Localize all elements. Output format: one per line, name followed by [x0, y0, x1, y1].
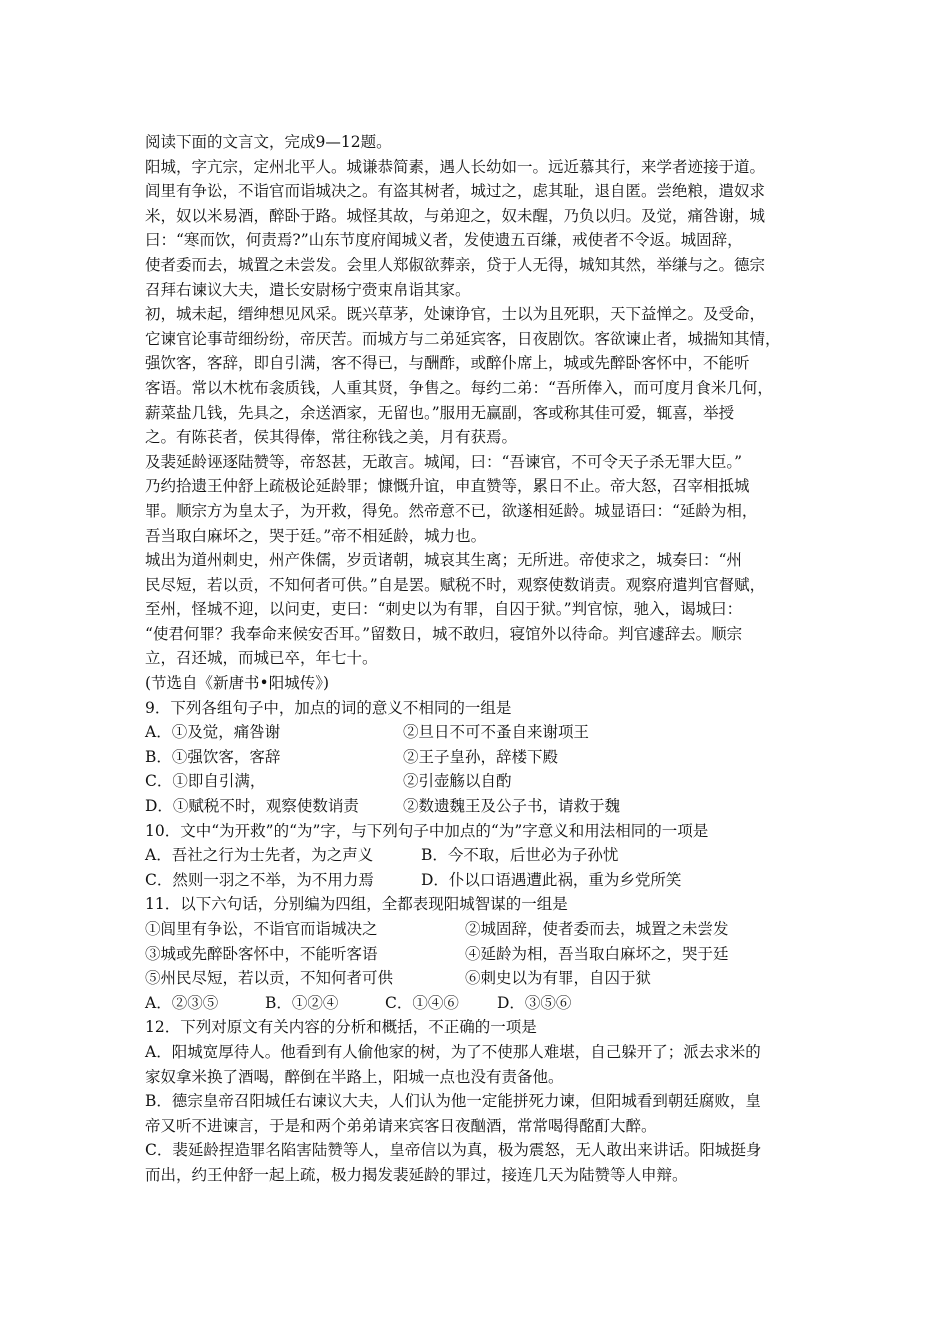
- option-row: [145, 917, 825, 942]
- option-row: [145, 720, 825, 745]
- option-line: B．德宗皇帝召阳城任右谏议大夫，人们认为他一定能拼死力谏，但阳城看到朝廷腐败，皇: [145, 1092, 761, 1111]
- option-b-text: ⑥刺史以为有罪，自囚于狱: [465, 969, 652, 988]
- option-b-text: D．仆以口语遇遭此祸，重为乡党所笑: [421, 870, 682, 889]
- answer-choice: B．①②④: [265, 993, 339, 1012]
- passage-line: 乃约拾遗王仲舒上疏极论延龄罪；慷慨升谊，申直赞等，累日不止。帝大怒，召宰相抵城: [145, 477, 750, 496]
- question-11: [145, 892, 825, 1015]
- passage-line: 罪。顺宗方为皇太子，为开救，得免。然帝意不已，欲遂相延龄。城显语曰：“延龄为相，: [145, 501, 758, 520]
- option-a-text: D．①赋税不时，观察使数诮责: [145, 797, 359, 816]
- passage-line: 立，召还城，而城已卒，年七十。: [145, 649, 378, 668]
- passage-line: 米，奴以米易酒，醉卧于路。城怪其故，与弟迎之，奴未醒，乃负以归。及觉，痛咎谢，城: [145, 206, 766, 225]
- passage-line: 初，城未起，缙绅想见风采。既兴草茅，处谏诤官，士以为且死职，天下益惮之。及受命，: [145, 305, 766, 324]
- option-b-text: ②城固辞，使者委而去，城置之未尝发: [465, 920, 729, 938]
- option-a-text: ⑤州民尽短，若以贡，不知何者可供: [145, 969, 394, 988]
- option-line: C．裴延龄捏造罪名陷害陆赞等人，皇帝信以为真，极为震怒，无人敢出来讲话。阳城挺身: [145, 1141, 762, 1160]
- question-10: [145, 819, 825, 893]
- classical-passage: [145, 155, 825, 696]
- option-a-text: ①闾里有争讼，不诣官而诣城决之: [145, 920, 378, 938]
- option-line: A．阳城宽厚待人。他看到有人偷他家的树，为了不使那人难堪，自己躲开了；派去求米的: [145, 1042, 761, 1061]
- question-stem: 11．以下六句话，分别编为四组，全都表现阳城智谋的一组是: [145, 895, 568, 914]
- option-b-text: ②数遗魏王及公子书，请救于魏: [403, 797, 621, 816]
- passage-line: 使者委而去，城置之未尝发。会里人郑俶欲葬亲，贷于人无得，城知其然，举缣与之。德宗: [145, 255, 766, 274]
- question-12: [145, 1015, 825, 1187]
- section-instruction: 阅读下面的文言文，完成9—12题。: [145, 133, 392, 151]
- passage-line: 阳城，字亢宗，定州北平人。城谦恭简素，遇人长幼如一。远近慕其行，来学者迹接于道。: [145, 157, 766, 176]
- option-b-text: B．今不取，后世必为子孙忧: [421, 846, 619, 865]
- option-row: [145, 745, 825, 770]
- option-a-text: ③城或先醉卧客怀中，不能听客语: [145, 944, 378, 963]
- option-row: [145, 843, 825, 868]
- passage-line: 城出为道州刺史，州产侏儒，岁贡诸朝，城哀其生离；无所进。帝使求之，城奏曰：“州: [145, 551, 742, 570]
- option-row: [145, 769, 825, 794]
- passage-line: 薪菜盐几钱，先具之，余送酒家，无留也。”服用无赢副，客或称其佳可爱，辄喜，举授: [145, 403, 735, 422]
- reading-section: [145, 130, 825, 1188]
- option-line: 家奴拿米换了酒喝，醉倒在半路上，阳城一点也没有责备他。: [145, 1067, 564, 1086]
- option-a-text: C．然则一羽之不举，为不用力焉: [145, 870, 374, 889]
- passage-line: 闾里有争讼，不诣官而诣城决之。有盗其树者，城过之，虑其耻，退自匿。尝绝粮，遣奴求: [145, 182, 766, 201]
- option-row: [145, 966, 825, 991]
- answer-choice: D．③⑤⑥: [497, 993, 572, 1012]
- option-a-text: A．吾社之行为士先者，为之声义: [145, 846, 374, 865]
- option-a-text: B．①强饮客，客辞: [145, 747, 281, 766]
- passage-line: 曰：“寒而饮，何责焉?”山东节度府闻城义者，发使遗五百缣，戒使者不令返。城固辞，: [145, 231, 743, 250]
- passage-line: 召拜右谏议大夫，遣长安尉杨宁赍束帛诣其家。: [145, 280, 471, 299]
- question-stem: 12．下列对原文有关内容的分析和概括，不正确的一项是: [145, 1018, 537, 1037]
- passage-line: 之。有陈苌者，侯其得俸，常往称钱之美，月有获焉。: [145, 428, 518, 447]
- question-9: [145, 696, 825, 819]
- passage-line: 强饮客，客辞，即自引满，客不得已，与酬酢，或醉仆席上，城或先醉卧客怀中，不能听: [145, 354, 750, 373]
- passage-line: “使君何罪？我奉命来候安否耳。”留数日，城不敢归，寝馆外以待命。判官遽辞去。顺宗: [145, 624, 743, 643]
- passage-line: 及裴延龄诬逐陆赞等，帝怒甚，无敢言。城闻，曰：“吾谏官，不可令天子杀无罪大臣。”: [145, 452, 743, 471]
- option-b-text: ②王子皇孙，辞楼下殿: [403, 747, 559, 766]
- option-row: [145, 942, 825, 967]
- question-stem: 10．文中“为开救”的“为”字，与下列句子中加点的“为”字意义和用法相同的一项是: [145, 821, 709, 840]
- option-a-text: A．①及觉，痛咎谢: [145, 723, 281, 742]
- passage-source: (节选自《新唐书•阳城传》): [145, 674, 329, 693]
- option-a-text: C．①即自引满，: [145, 772, 266, 791]
- option-b-text: ②引壶觞以自酌: [403, 772, 512, 791]
- option-b-text: ②旦日不可不蚤自来谢项王: [403, 723, 590, 742]
- option-line: 而出，约王仲舒一起上疏，极力揭发裴延龄的罪过，接连几天为陆赞等人申辩。: [145, 1165, 688, 1184]
- option-row: [145, 868, 825, 893]
- question-stem: 9．下列各组句子中，加点的词的意义不相同的一组是: [145, 698, 512, 717]
- passage-line: 客语。常以木枕布衾质钱，人重其贤，争售之。每约二弟：“吾所俸入，而可度月食米几何，: [145, 378, 773, 397]
- option-b-text: ④延龄为相，吾当取白麻坏之，哭于廷: [465, 944, 729, 963]
- answer-choice: A．②③⑤: [145, 993, 219, 1012]
- option-row: [145, 794, 825, 819]
- passage-line: 民尽短，若以贡，不知何者可供。”自是罢。赋税不时，观察使数诮责。观察府遣判官督赋，: [145, 575, 766, 594]
- answer-choice: C．①④⑥: [385, 993, 459, 1012]
- passage-line: 它谏官论事苛细纷纷，帝厌苦。而城方与二弟延宾客，日夜剧饮。客欲谏止者，城揣知其情，: [145, 329, 781, 348]
- answer-row: [145, 991, 825, 1016]
- passage-line: 至州，怪城不迎，以问吏，吏曰：“刺史以为有罪，自囚于狱。”判官惊，驰入，谒城曰：: [145, 600, 743, 619]
- passage-line: 吾当取白麻坏之，哭于廷。”帝不相延龄，城力也。: [145, 526, 487, 545]
- option-line: 帝又听不进谏言，于是和两个弟弟请来宾客日夜酗酒，常常喝得酩酊大醉。: [145, 1116, 657, 1135]
